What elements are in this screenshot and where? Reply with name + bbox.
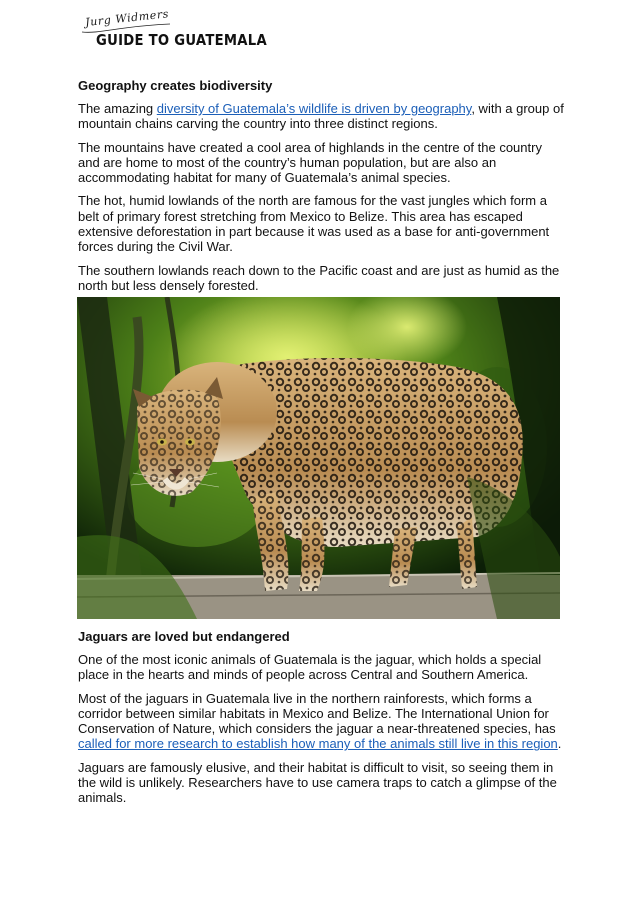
- jaguar-illustration: [77, 297, 560, 619]
- link-wildlife-geography[interactable]: diversity of Guatemala’s wildlife is driven by geography: [156, 101, 472, 116]
- text-run: , with a group of mountain chains carving the country into three distinct regions.: [78, 101, 564, 132]
- paragraph-mountains: The mountains have created a cool area of highlands in the centre of the country and are home to most of the country’s human population, but are also an accommodating habitat for many of Guatemala’s animal species.: [78, 139, 542, 186]
- article-section-geography: [78, 78, 564, 301]
- paragraph-jaguar-iconic: One of the most iconic animals of Guatemala is the jaguar, which holds a special place in the hearts and minds of people across Central and Southern America.: [78, 652, 542, 683]
- link-jaguar-research[interactable]: called for more research to establish how many of the animals still live in this region: [78, 736, 558, 752]
- section-heading-jaguars: Jaguars are loved but endangered: [78, 629, 290, 644]
- section-heading-geography: Geography creates biodiversity: [78, 78, 273, 93]
- site-logo[interactable]: [80, 7, 267, 52]
- paragraph-jaguar-elusive: Jaguars are famously elusive, and their habitat is difficult to visit, so seeing them in the wild is unlikely. Researchers have to use camera traps to catch a glimpse of the animals.: [78, 759, 557, 806]
- paragraph-jaguar-rainforests: [78, 691, 564, 752]
- paragraph-geography-intro: [78, 101, 564, 132]
- logo-main-text: GUIDE TO GUATEMALA: [96, 31, 267, 49]
- logo-script-text: Jurg Widmers: [84, 7, 170, 29]
- text-run: The amazing: [78, 101, 157, 116]
- text-run: .: [557, 736, 562, 752]
- paragraph-south-lowlands: The southern lowlands reach down to the Pacific coast and are just as humid as the north but less densely forested.: [78, 262, 560, 293]
- article-section-jaguars: [78, 629, 564, 814]
- text-run: Most of the jaguars in Guatemala live in the northern rainforests, which forms a corridor between similar habitats in Mexico and Belize. The International Union for Conservation of Nature, which considers the jaguar a near-threatened species, has: [78, 690, 556, 737]
- paragraph-north-lowlands: The hot, humid lowlands of the north are famous for the vast jungles which form a belt of primary forest stretching from Mexico to Belize. This area has escaped extensive deforestation in part because it was used as a base for anti-government forces during the Civil War.: [78, 193, 550, 255]
- jaguar-photo: [77, 297, 560, 619]
